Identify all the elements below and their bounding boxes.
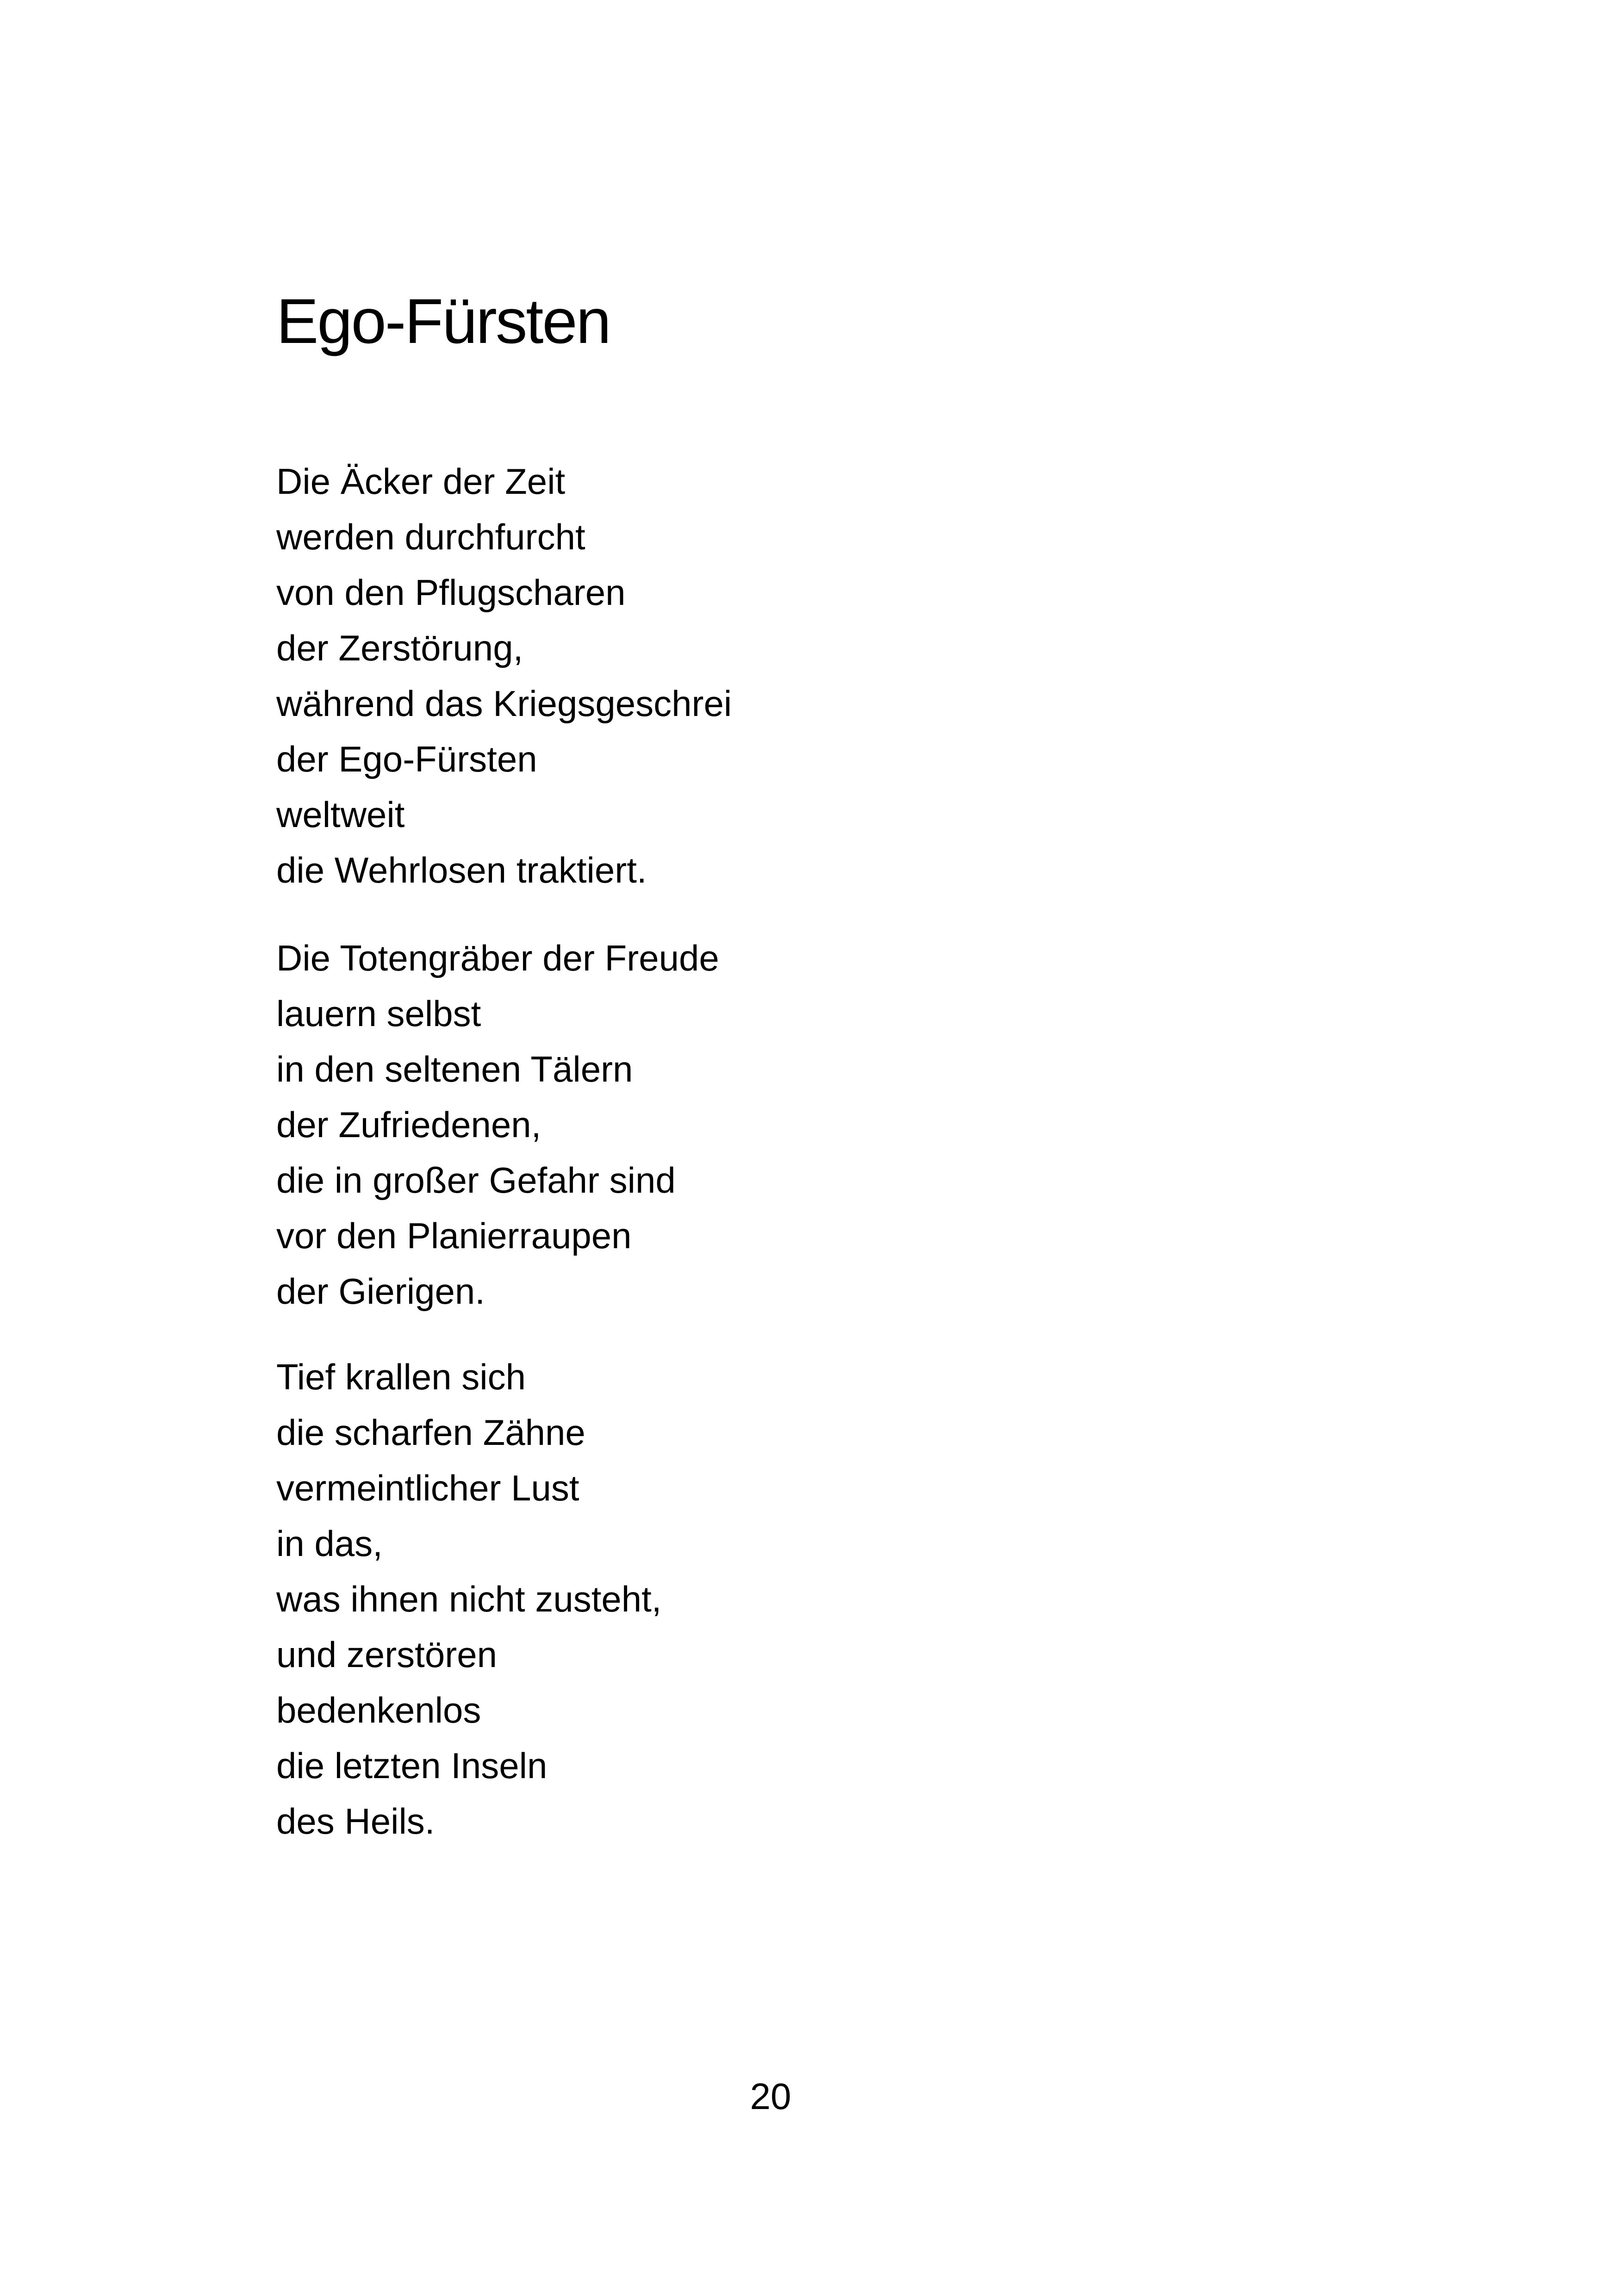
page-number: 20 (750, 2076, 791, 2117)
poem-line: der Zerstörung, (276, 628, 523, 668)
stanza-1 (276, 454, 732, 898)
poem-line: Die Äcker der Zeit (276, 461, 566, 502)
poem-line: der Ego-Fürsten (276, 739, 537, 779)
poem-line: Die Totengräber der Freude (276, 938, 719, 978)
poem-title: Ego-Fürsten (276, 286, 610, 357)
poem-line: der Gierigen. (276, 1271, 485, 1312)
poem-line: von den Pflugscharen (276, 572, 626, 613)
poem-line: Tief krallen sich (276, 1356, 526, 1397)
poem-line: des Heils. (276, 1801, 435, 1842)
poem-line: während das Kriegsgeschrei (276, 683, 732, 724)
stanza-2 (276, 930, 719, 1319)
poem-line: was ihnen nicht zusteht, (276, 1579, 662, 1619)
poem-line: vor den Planierraupen (276, 1215, 632, 1256)
poem-line: lauern selbst (276, 993, 481, 1034)
poem-line: vermeintlicher Lust (276, 1468, 579, 1508)
poem-line: in den seltenen Tälern (276, 1049, 633, 1089)
poem-line: der Zufriedenen, (276, 1104, 541, 1145)
poem-line: die letzten Inseln (276, 1745, 548, 1786)
poem-line: die Wehrlosen traktiert. (276, 850, 647, 890)
poem-line: werden durchfurcht (276, 516, 585, 557)
poem-line: bedenkenlos (276, 1690, 481, 1730)
poem-line: und zerstören (276, 1634, 497, 1675)
poem-line: in das, (276, 1523, 383, 1564)
poem-line: die scharfen Zähne (276, 1412, 585, 1453)
poem-line: die in großer Gefahr sind (276, 1160, 676, 1201)
stanza-3 (276, 1349, 661, 1849)
poem-line: weltweit (276, 794, 405, 835)
